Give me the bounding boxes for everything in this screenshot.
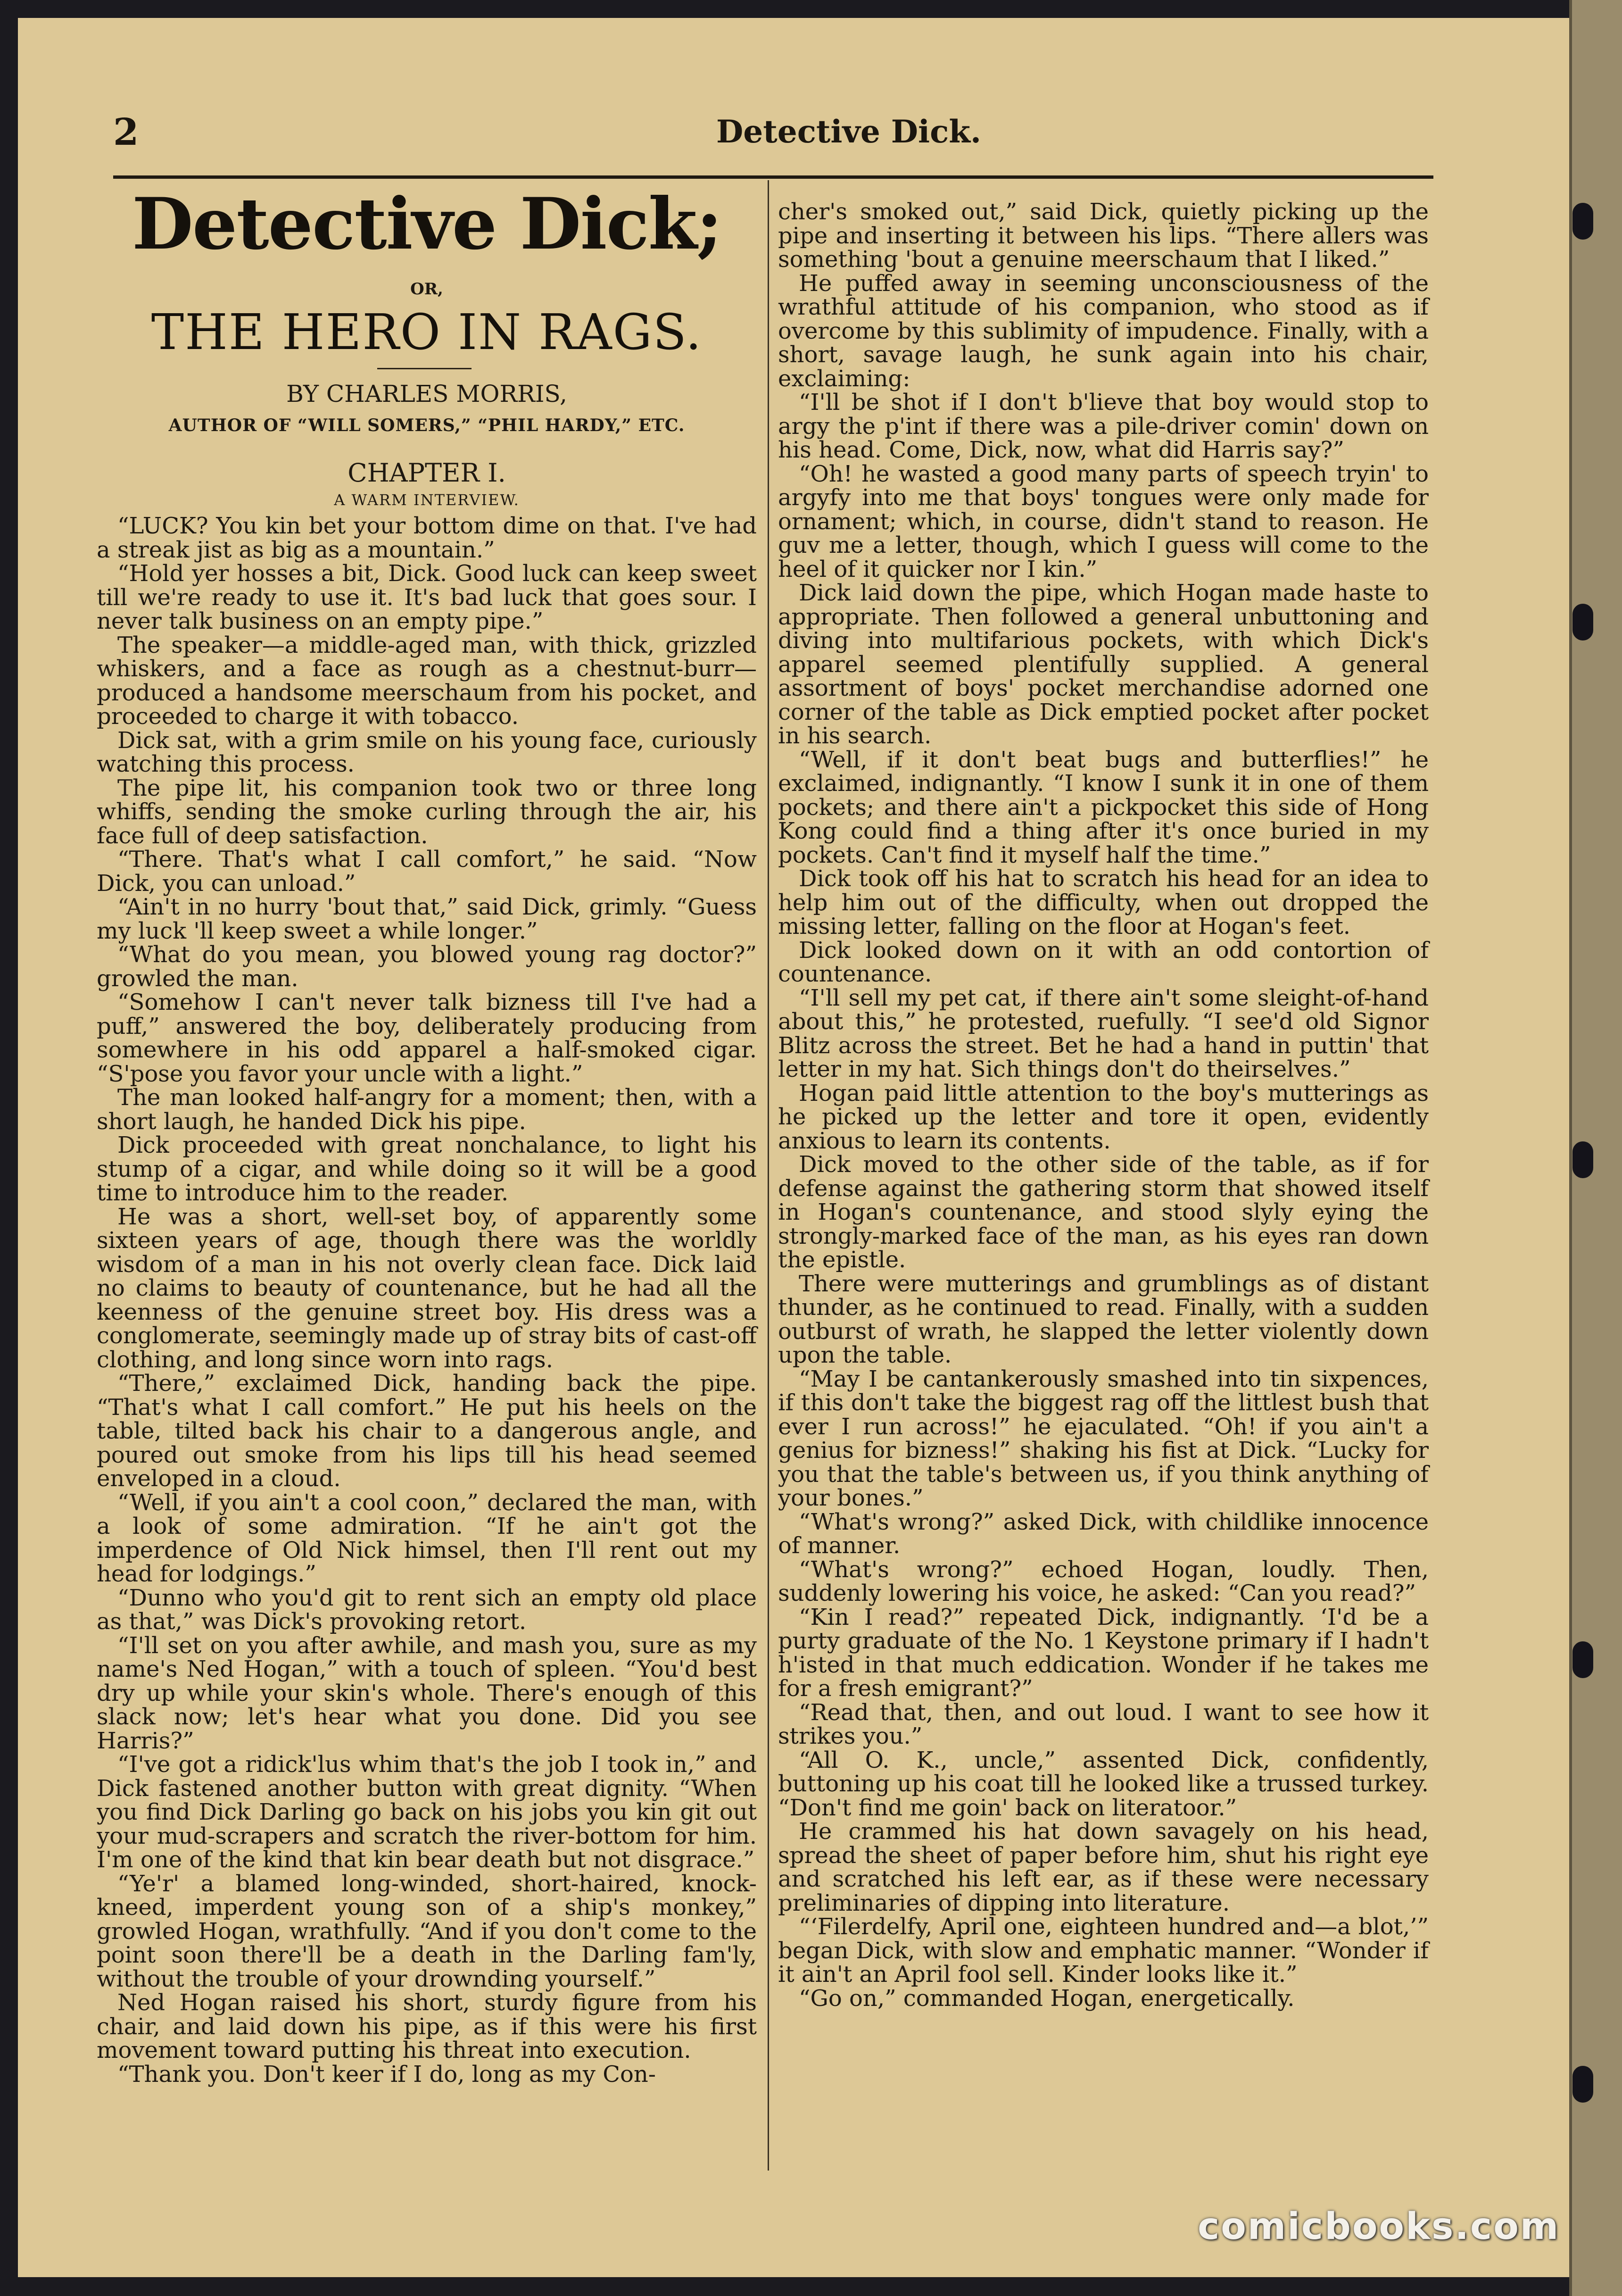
paragraph: Dick looked down on it with an odd contortion of countenance.: [778, 937, 1429, 987]
paragraph: “I've got a ridick'lus whim that's the job I took in,” and Dick fastened another button with great dignity. “When you find Dick Darling go back on his jobs you kin git out your mud-scrapers and scratch the river-bottom for him. I'm one of the kind that kin bear death but not disgrace.”: [97, 1751, 757, 1873]
paragraph: cher's smoked out,” said Dick, quietly picking up the pipe and inserting it between his lips. “There allers was something 'bout a genuine meerschaum that I liked.”: [778, 199, 1429, 273]
paragraph: “May I be cantankerously smashed into tin sixpences, if this don't take the biggest rag off the littlest bush that ever I run across!” he ejaculated. “Oh! if you ain't a genius for bizness!” shaking his fist at Dick. “Lucky for you that the table's between us, if you think anything of your bones.”: [778, 1365, 1429, 1511]
paragraph: The speaker—a middle-aged man, with thick, grizzled whiskers, and a face as rough as a chestnut-burr—produced a handsome meerschaum from his pocket, and proceeded to charge it with tobacco.: [97, 632, 757, 730]
paragraph: “Thank you. Don't keer if I do, long as my Con-: [117, 2061, 656, 2088]
paragraph: “Go on,” commanded Hogan, energetically.: [799, 1985, 1295, 2012]
paragraph: “What do you mean, you blowed young rag doctor?” growled the man.: [97, 941, 757, 992]
chapter-number: CHAPTER I.: [348, 458, 506, 488]
paragraph: Dick laid down the pipe, which Hogan made haste to appropriate. Then followed a general unbuttoning and diving into multifarious pockets, with which Dick's apparel seemed plentifully supplied. A general assortment of boys' pocket merchandise adorned one corner of the table as Dick emptied pocket after pocket in his search.: [778, 580, 1429, 749]
paragraph: “Dunno who you'd git to rent sich an empty old place as that,” was Dick's provoking retort.: [97, 1584, 757, 1635]
paragraph: Ned Hogan raised his short, sturdy figure from his chair, and laid down his pipe, as if this were his first movement toward putting his threat into execution.: [97, 1989, 757, 2063]
paragraph: “Ye'r' a blamed long-winded, short-haired, knock-kneed, imperdent young son of a ship's monkey,” growled Hogan, wrathfully. “And if you don't come to the point soon there'll be a death in the Darling fam'ly, without the trouble of your drownding yourself.”: [97, 1870, 757, 1992]
paragraph: “There. That's what I call comfort,” he said. “Now Dick, you can unload.”: [97, 846, 757, 897]
story-subtitle: THE HERO IN RAGS.: [151, 303, 703, 361]
paragraph: “I'll be shot if I don't b'lieve that boy would stop to argy the p'int if there was a pile-driver comin' down on his head. Come, Dick, now, what did Harris say?”: [778, 389, 1429, 463]
paragraph: “Somehow I can't never talk bizness till I've had a puff,” answered the boy, deliberately producing from somewhere in his odd apparel a half-smoked cigar. “S'pose you favor your uncle with a light.”: [97, 989, 757, 1087]
page-number: 2: [113, 111, 139, 154]
binding-hole: [1572, 1141, 1593, 1178]
paragraph: “Hold yer hosses a bit, Dick. Good luck can keep sweet till we're ready to use it. It's bad luck that goes sour. I never talk business on an empty pipe.”: [97, 560, 757, 634]
paragraph: Dick moved to the other side of the table, as if for defense against the gathering storm that showed itself in Hogan's countenance, and stood slyly eying the strongly-marked face of the man, as his eyes ran down the epistle.: [778, 1151, 1429, 1273]
right-column: [778, 200, 1429, 2010]
byline: BY CHARLES MORRIS,: [286, 380, 567, 408]
paragraph: He puffed away in seeming unconsciousness of the wrathful attitude of his companion, who stood as if overcome by this sublimity of impudence. Finally, with a short, savage laugh, he sunk again into his chair, exclaiming:: [778, 270, 1429, 392]
paragraph: Dick sat, with a grim smile on his young face, curiously watching this process.: [97, 727, 757, 777]
paragraph: Hogan paid little attention to the boy's mutterings as he picked up the letter and tore it open, evidently anxious to learn its contents.: [778, 1080, 1429, 1154]
running-title: Detective Dick.: [716, 113, 981, 150]
watermark-logo: comicbooks.com: [1198, 2205, 1560, 2248]
author-credits: AUTHOR OF “WILL SOMERS,” “PHIL HARDY,” ETC.: [168, 416, 685, 435]
paragraph: “LUCK? You kin bet your bottom dime on that. I've had a streak jist as big as a mountain.”: [97, 513, 757, 563]
paragraph: “I'll set on you after awhile, and mash you, sure as my name's Ned Hogan,” with a touch of spleen. “You'd best dry up while your skin's whole. There's enough of this slack now; let's hear what you done. Did you see Harris?”: [97, 1632, 757, 1754]
paragraph: “Read that, then, and out loud. I want to see how it strikes you.”: [778, 1699, 1429, 1749]
paragraph: “Kin I read?” repeated Dick, indignantly. ‘I'd be a purty graduate of the No. 1 Keystone primary if I hadn't h'isted in that much eddication. Wonder if he takes me for a fresh emigrant?”: [778, 1604, 1429, 1702]
paragraph: “I'll sell my pet cat, if there ain't some sleight-of-hand about this,” he protested, ruefully. “I see'd old Signor Blitz across the street. Bet he had a hand in puttin' that letter in my hat. Sich things don't do theirselves.”: [778, 984, 1429, 1082]
paragraph: He crammed his hat down savagely on his head, spread the sheet of paper before him, shut his right eye and scratched his left ear, as if these were necessary preliminaries of dipping into literature.: [778, 1818, 1429, 1916]
header-rule: [113, 175, 1433, 179]
paragraph: The pipe lit, his companion took two or three long whiffs, sending the smoke curling through the air, his face full of deep satisfaction.: [97, 774, 757, 849]
paragraph: The man looked half-angry for a moment; then, with a short laugh, he handed Dick his pipe.: [97, 1084, 757, 1135]
paragraph: “What's wrong?” echoed Hogan, loudly. Then, suddenly lowering his voice, he asked: “Can you read?”: [778, 1556, 1429, 1606]
binding-hole: [1572, 203, 1593, 240]
binding-hole: [1572, 1641, 1593, 1678]
paragraph: There were mutterings and grumblings as of distant thunder, as he continued to read. Finally, with a sudden outburst of wrath, he slapped the letter violently down upon the table.: [778, 1270, 1429, 1368]
paragraph: “Oh! he wasted a good many parts of speech tryin' to argyfy into me that boys' tongues were only made for ornament; which, in course, didn't stand to reason. He guv me a letter, though, which I guess will come to the heel of it quicker nor I kin.”: [778, 460, 1429, 582]
story-or: OR,: [410, 280, 443, 299]
paragraph: “Ain't in no hurry 'bout that,” said Dick, grimly. “Guess my luck 'll keep sweet a while longer.”: [97, 894, 757, 944]
binding-hole: [1572, 604, 1593, 641]
paragraph: He was a short, well-set boy, of apparently some sixteen years of age, though there was the worldly wisdom of a man in his not overly clean face. Dick laid no claims to beauty of countenance, but he had all the keenness of the genuine street boy. His dress was a conglomerate, seemingly made up of stray bits of cast-off clothing, and long since worn into rags.: [97, 1203, 757, 1373]
column-rule: [768, 180, 769, 2171]
paragraph: “All O. K., uncle,” assented Dick, confidently, buttoning up his coat till he looked like a trussed turkey. “Don't find me goin' back on literatoor.”: [778, 1747, 1429, 1821]
chapter-title: A WARM INTERVIEW.: [334, 491, 520, 509]
paragraph: Dick proceeded with great nonchalance, to light his stump of a cigar, and while doing so it will be a good time to introduce him to the reader.: [97, 1132, 757, 1206]
binding-hole: [1572, 2066, 1593, 2103]
paragraph: “‘Filerdelfy, April one, eighteen hundred and—a blot,’” began Dick, with slow and emphatic manner. “Wonder if it ain't an April fool sell. Kinder looks like it.”: [778, 1913, 1429, 1988]
title-rule: [377, 368, 472, 369]
paragraph: Dick took off his hat to scratch his head for an idea to help him out of the difficulty, when out dropped the missing letter, falling on the floor at Hogan's feet.: [778, 865, 1429, 940]
paragraph: “Well, if you ain't a cool coon,” declared the man, with a look of some admiration. “If he ain't got the imperdence of Old Nick himsel, then I'll rent out my head for lodgings.”: [97, 1489, 757, 1587]
paragraph: “What's wrong?” asked Dick, with childlike innocence of manner.: [778, 1508, 1429, 1559]
story-title: Detective Dick;: [132, 183, 722, 266]
left-column: [97, 514, 757, 2086]
paragraph: “There,” exclaimed Dick, handing back the pipe. “That's what I call comfort.” He put his heels on the table, tilted back his chair to a dangerous angle, and poured out smoke from his lips till his head seemed enveloped in a cloud.: [97, 1370, 757, 1492]
paragraph: “Well, if it don't beat bugs and butterflies!” he exclaimed, indignantly. “I know I sunk it in one of them pockets; and there ain't a pickpocket this side of Hong Kong could find a thing after it's once buried in my pockets. Can't find it myself half the time.”: [778, 746, 1429, 868]
